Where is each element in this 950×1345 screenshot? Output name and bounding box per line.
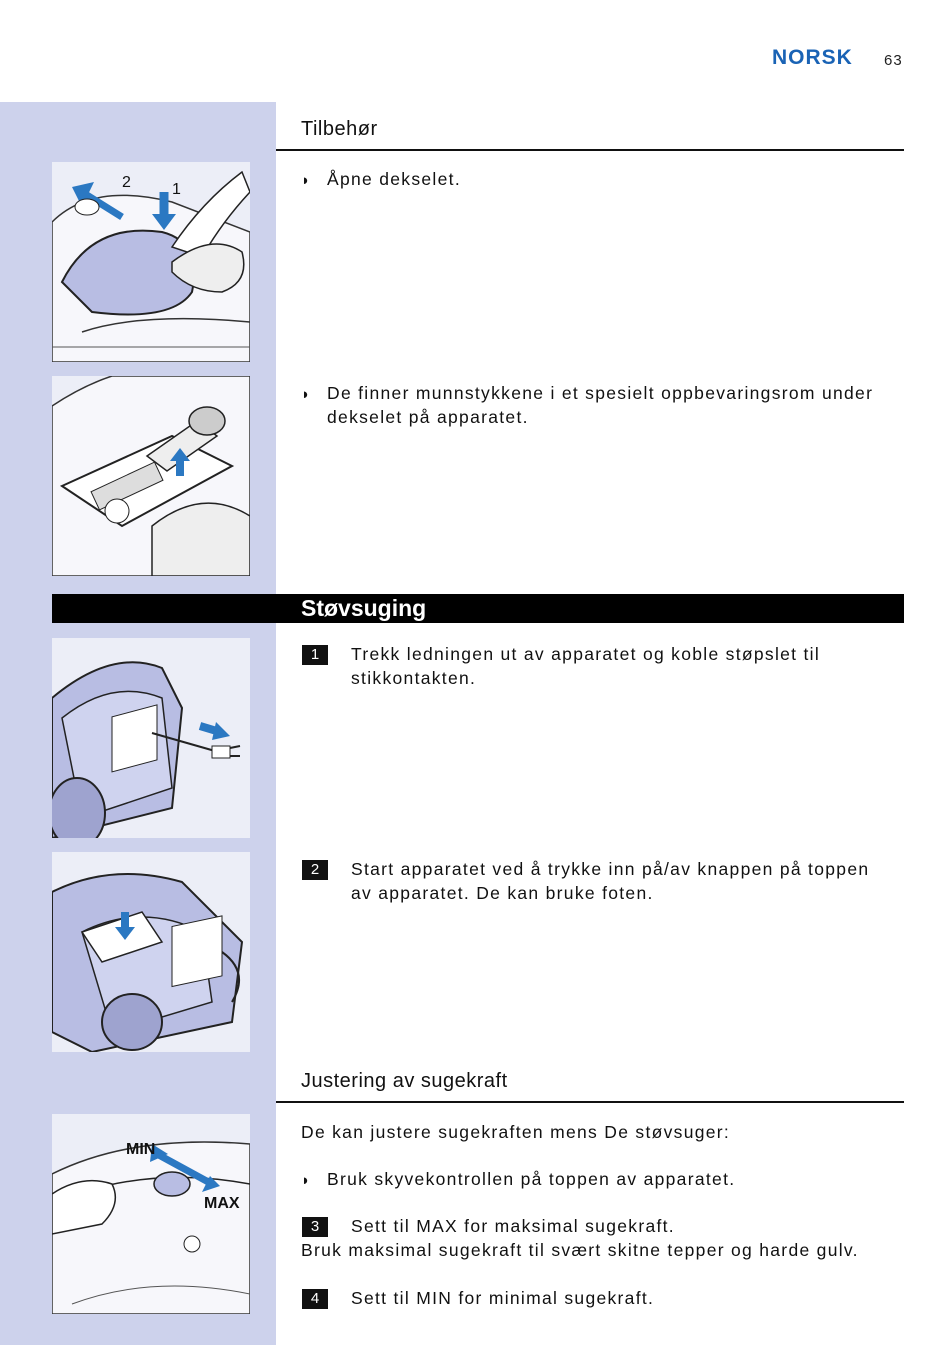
section-title-accessories: Tilbehør [301,118,378,140]
step-3-note: Bruk maksimal sugekraft til svært skitne tepper og harde gulv. [301,1240,859,1260]
illustration-open-cover [52,162,250,362]
illustration-suction-slider-svg [52,1114,250,1314]
bullet-icon: ◗ [301,386,311,403]
section-bar-vacuuming [52,594,904,623]
bullet-icon: ◗ [301,1172,311,1189]
accessories-bullet-2: De finner munnstykkene i et spesielt oppbevaringsrom under dekselet på apparatet. [327,383,874,427]
suction-bullet: Bruk skyvekontrollen på toppen av apparatet. [327,1169,736,1189]
illustration-plug-in-svg [52,638,250,838]
section-title-vacuuming: Støvsuging [301,595,427,621]
illus-label-1: 1 [172,181,181,198]
section-title-suction: Justering av sugekraft [301,1070,508,1092]
section-rule [276,1101,904,1103]
illustration-nozzle-storage [52,376,250,576]
illustration-power-button-svg [52,852,250,1052]
illus-label-2: 2 [122,174,131,191]
illustration-open-cover-svg [52,162,250,362]
language-label: NORSK [772,46,853,69]
step-text-3: Sett til MAX for maksimal sugekraft. [351,1216,675,1236]
illustration-plug-in [52,638,250,838]
section-rule [276,149,904,151]
step-text-2: Start apparatet ved å trykke inn på/av knappen på toppen av apparatet. De kan bruke foten. [351,859,870,903]
illustration-power-button [52,852,250,1052]
page-number: 63 [884,52,903,69]
suction-intro: De kan justere sugekraften mens De støvsuger: [301,1122,731,1142]
max-label: MAX [204,1195,240,1212]
min-label: MIN [126,1141,156,1158]
illustration-nozzle-storage-svg [52,376,250,576]
step-text-1: Trekk ledningen ut av apparatet og koble støpslet til stikkontakten. [351,644,821,688]
accessories-bullet-1: Åpne dekselet. [327,169,461,189]
step-number-1: 1 [302,645,328,665]
bullet-icon: ◗ [301,172,311,189]
step-text-4: Sett til MIN for minimal sugekraft. [351,1288,655,1308]
step-number-4: 4 [302,1289,328,1309]
illustration-suction-slider [52,1114,250,1314]
step-number-2: 2 [302,860,328,880]
step-number-3: 3 [302,1217,328,1237]
